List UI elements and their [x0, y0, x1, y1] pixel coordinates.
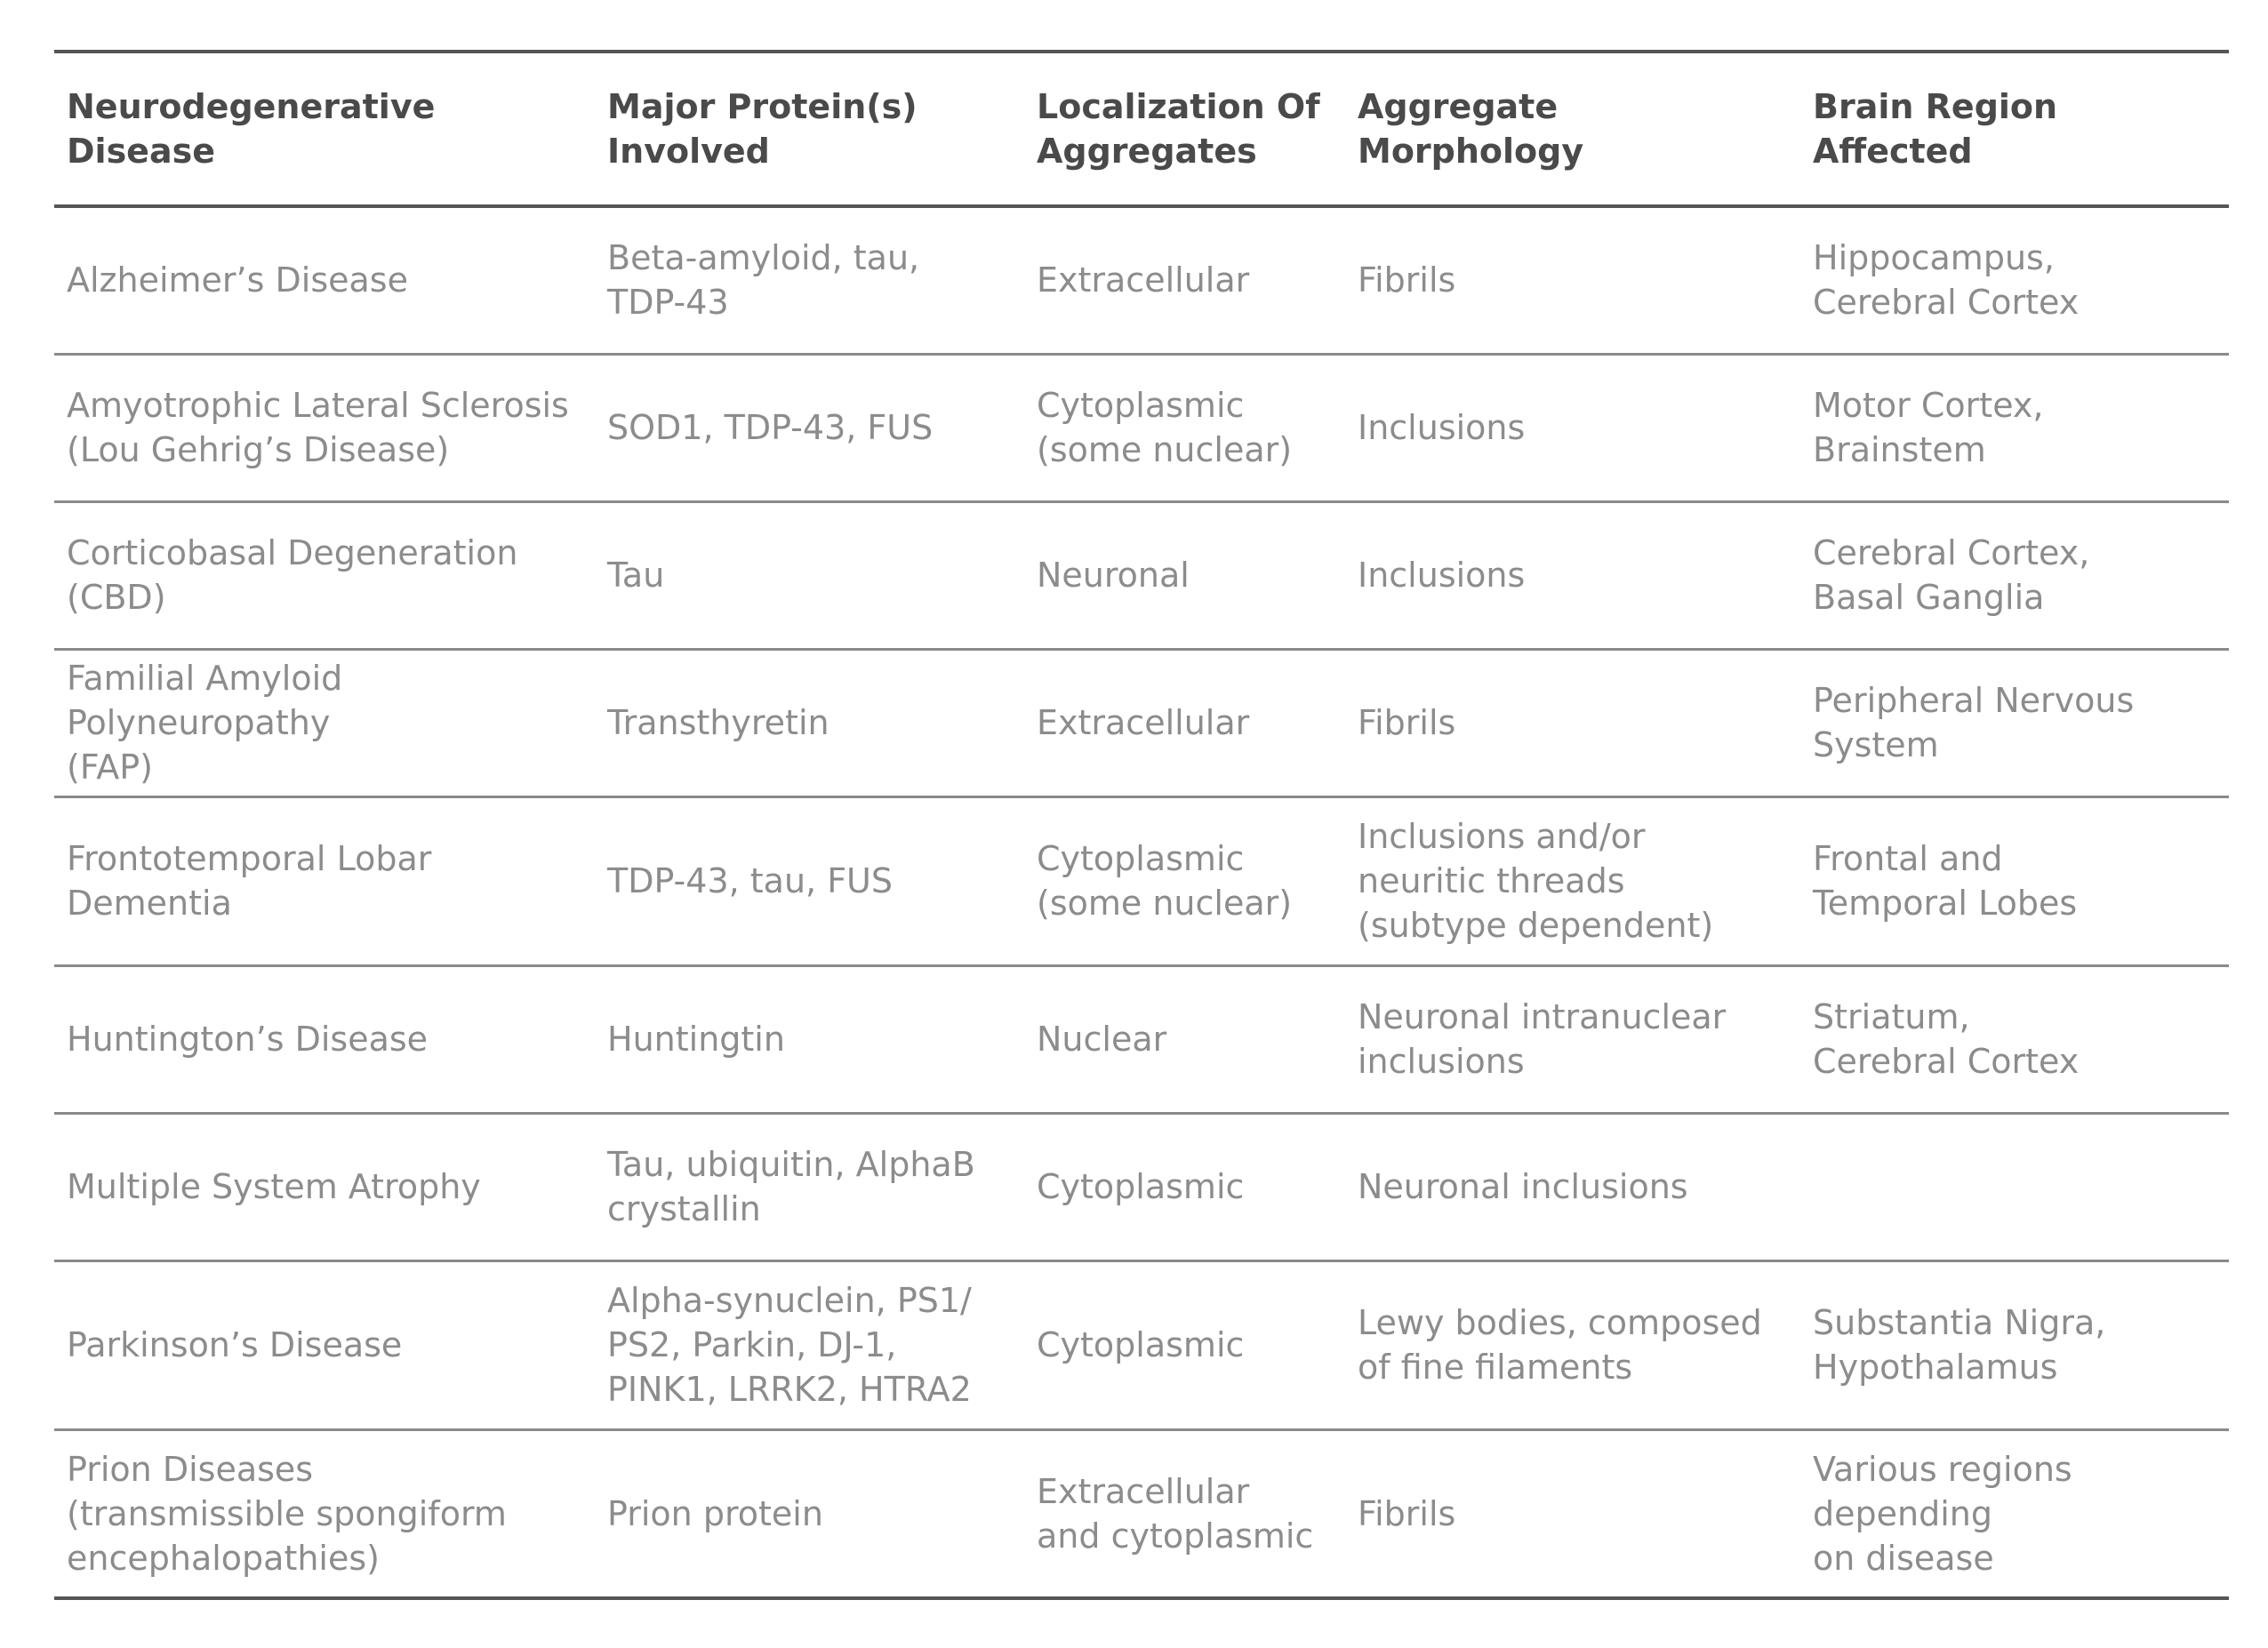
- cell-disease: Huntington’s Disease: [67, 1020, 429, 1059]
- table-row: [54, 206, 2229, 354]
- cell-disease: Familial Amyloid Polyneuropathy (FAP): [67, 659, 343, 787]
- cell-region: Peripheral Nervous System: [1813, 681, 2135, 764]
- cell-morphology: Fibrils: [1358, 260, 1456, 300]
- header-region: Brain Region Affected: [1813, 87, 2058, 171]
- cell-morphology: Lewy bodies, composed of fine filaments: [1358, 1303, 1762, 1387]
- cell-proteins: SOD1, TDP-43, FUS: [607, 408, 934, 447]
- cell-localization: Extracellular: [1037, 260, 1250, 300]
- cell-localization: Nuclear: [1037, 1020, 1167, 1059]
- cell-localization: Extracellular: [1037, 703, 1250, 742]
- table-row: [54, 796, 2229, 965]
- cell-proteins: Transthyretin: [607, 703, 829, 742]
- cell-morphology: Fibrils: [1358, 703, 1456, 742]
- table-row: [54, 965, 2229, 1113]
- cell-disease: Frontotemporal Lobar Dementia: [67, 839, 432, 923]
- header-row: [54, 52, 2229, 206]
- cell-region: Motor Cortex, Brainstem: [1813, 386, 2044, 469]
- cell-disease: Alzheimer’s Disease: [67, 260, 408, 300]
- table-row: [54, 1429, 2229, 1598]
- cell-proteins: Tau: [607, 556, 665, 595]
- disease-table-container: [54, 50, 2229, 1600]
- cell-disease: Corticobasal Degeneration (CBD): [67, 533, 518, 617]
- cell-region: Hippocampus, Cerebral Cortex: [1813, 238, 2080, 323]
- cell-proteins: TDP-43, tau, FUS: [607, 861, 893, 900]
- table-row: [54, 1260, 2229, 1429]
- table-row: [54, 354, 2229, 501]
- cell-disease: Amyotrophic Lateral Sclerosis (Lou Gehrig’s Disease): [67, 386, 569, 469]
- cell-proteins: Alpha-synuclein, PS1/ PS2, Parkin, DJ-1, PINK1, LRRK2, HTRA2: [607, 1281, 972, 1409]
- cell-disease: Prion Diseases (transmissible spongiform encephalopathies): [67, 1449, 507, 1578]
- header-morphology: Aggregate Morphology: [1358, 87, 1584, 171]
- table-row: [54, 1113, 2229, 1260]
- cell-morphology: Inclusions and/or neuritic threads (subtype dependent): [1358, 817, 1714, 945]
- cell-proteins: Tau, ubiquitin, AlphaB crystallin: [607, 1145, 975, 1228]
- header-disease: Neurodegenerative Disease: [67, 87, 436, 171]
- cell-localization: Cytoplasmic (some nuclear): [1037, 839, 1293, 923]
- cell-disease: Multiple System Atrophy: [67, 1167, 481, 1206]
- cell-region: [1800, 1113, 2229, 1260]
- table-body: [54, 206, 2229, 1598]
- header-localization: Localization Of Aggregates: [1037, 87, 1320, 171]
- table-header: [54, 52, 2229, 206]
- cell-localization: Neuronal: [1037, 556, 1190, 595]
- cell-morphology: Inclusions: [1358, 408, 1526, 447]
- cell-localization: Cytoplasmic: [1037, 1167, 1245, 1206]
- header-proteins: Major Protein(s) Involved: [607, 87, 918, 171]
- cell-disease: Parkinson’s Disease: [67, 1325, 403, 1364]
- cell-morphology: Neuronal inclusions: [1358, 1167, 1688, 1206]
- cell-region: Frontal and Temporal Lobes: [1813, 839, 2078, 923]
- cell-region: Substantia Nigra, Hypothalamus: [1813, 1303, 2106, 1387]
- cell-region: Striatum, Cerebral Cortex: [1813, 997, 2080, 1081]
- table-row: [54, 649, 2229, 796]
- cell-region: Cerebral Cortex, Basal Ganglia: [1813, 533, 2090, 617]
- cell-morphology: Fibrils: [1358, 1493, 1456, 1533]
- cell-proteins: Beta-amyloid, tau, TDP-43: [607, 238, 920, 323]
- cell-localization: Cytoplasmic: [1037, 1325, 1245, 1364]
- cell-localization: Extracellular and cytoplasmic: [1037, 1471, 1314, 1556]
- cell-morphology: Neuronal intranuclear inclusions: [1358, 997, 1727, 1081]
- cell-localization: Cytoplasmic (some nuclear): [1037, 386, 1293, 469]
- cell-proteins: Huntingtin: [607, 1020, 785, 1059]
- cell-region: Various regions depending on disease: [1813, 1449, 2072, 1578]
- disease-table: [54, 50, 2229, 1600]
- cell-morphology: Inclusions: [1358, 556, 1526, 595]
- table-row: [54, 501, 2229, 649]
- cell-proteins: Prion protein: [607, 1493, 823, 1533]
